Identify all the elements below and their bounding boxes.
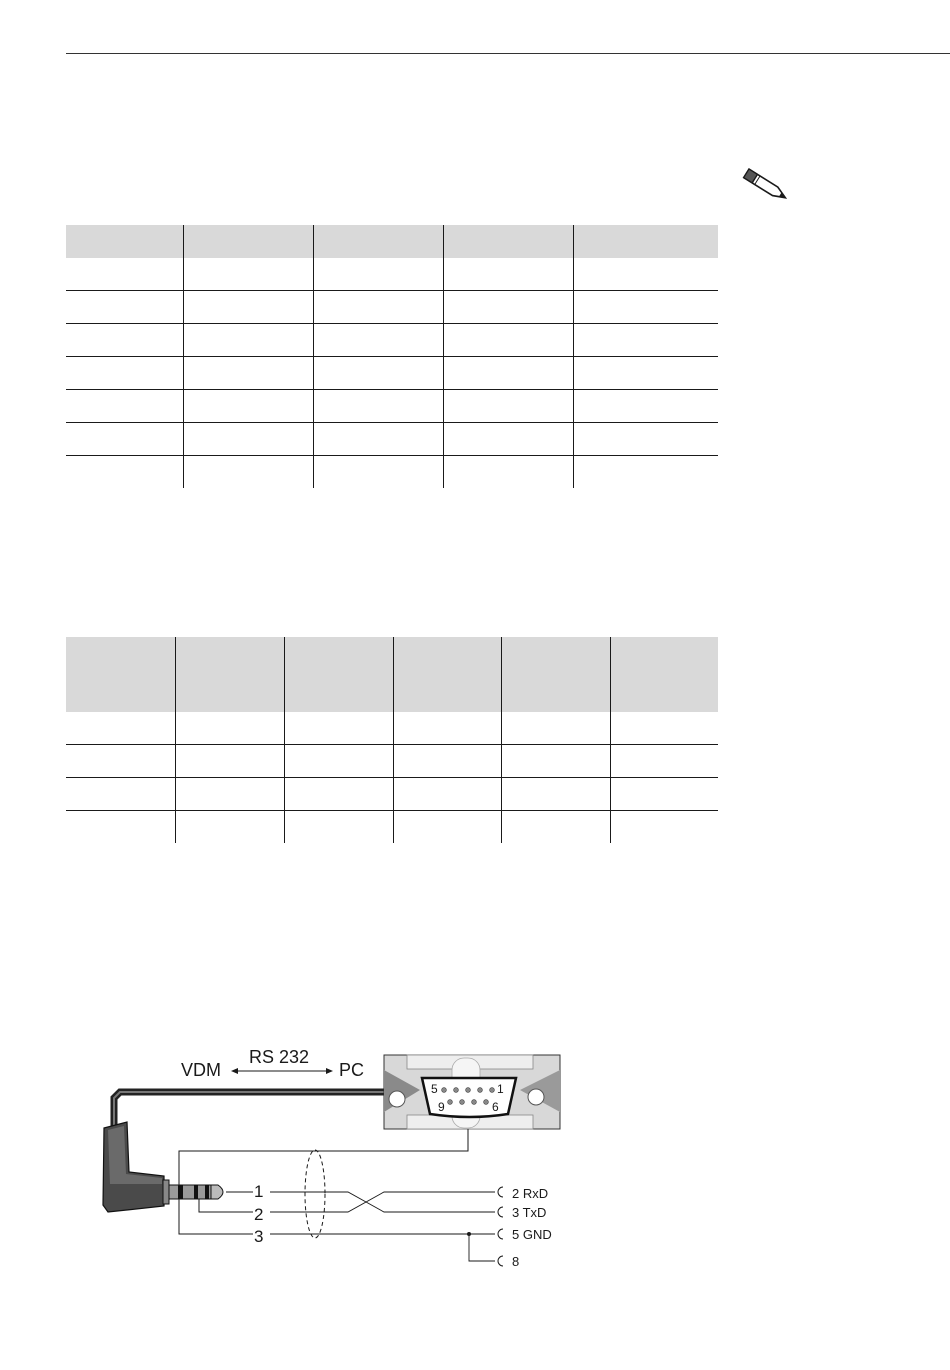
wire-gnd-bridge [469,1234,495,1261]
table-cell [175,811,284,844]
table-cell [183,390,313,423]
table-cell [284,811,393,844]
table-cell [573,390,718,423]
table-cell [66,258,183,291]
table-cell [183,456,313,489]
table-cell [284,712,393,745]
table-cell [573,258,718,291]
table-cell [183,258,313,291]
pencil-icon [737,167,793,203]
table-one-header-row [66,225,718,258]
shield-wire [179,1129,468,1186]
table-one-header-cell [443,225,573,258]
table-cell [284,778,393,811]
table-row [66,291,718,324]
table-cell [183,291,313,324]
table-row [66,423,718,456]
table-cell [610,811,718,844]
table-two-header-row [66,637,718,712]
table-row [66,456,718,489]
table-cell [443,357,573,390]
table-cell [313,390,443,423]
table-cell [443,423,573,456]
table-cell [573,324,718,357]
jack-plug [103,1122,223,1212]
table-row [66,324,718,357]
table-cell [313,456,443,489]
table-cell [610,712,718,745]
table-one-header-cell [573,225,718,258]
table-cell [501,712,610,745]
table-cell [393,778,501,811]
table-cell [313,291,443,324]
table-cell [573,357,718,390]
plug-pin-1: 1 [254,1182,264,1201]
table-one [66,225,718,488]
table-two-header-cell [393,637,501,712]
table-cell [284,745,393,778]
table-row [66,258,718,291]
table-cell [501,745,610,778]
table-row [66,357,718,390]
plug-pin-2: 2 [254,1205,264,1224]
shield-ellipse [305,1150,325,1238]
connector-pin-6: 6 [492,1100,499,1114]
table-two-header-cell [501,637,610,712]
terminal-gnd: 5 GND [512,1227,552,1242]
table-cell [66,778,175,811]
label-pc: PC [339,1060,365,1080]
table-cell [443,324,573,357]
table-cell [443,390,573,423]
table-cell [393,745,501,778]
label-vdm: VDM [181,1060,221,1080]
table-row [66,712,718,745]
label-rs232: RS 232 [249,1047,310,1067]
table-cell [313,324,443,357]
table-cell [443,456,573,489]
table-two-header-cell [66,637,175,712]
table-two [66,637,718,843]
table-row [66,390,718,423]
table-cell [66,423,183,456]
wire-pin-2 [270,1192,495,1212]
table-cell [573,291,718,324]
table-cell [573,423,718,456]
table-cell [393,811,501,844]
db9-connector [384,1055,560,1129]
connector-pin-1: 1 [497,1082,504,1096]
table-row [66,811,718,844]
page-header-rule [66,53,950,54]
table-cell [610,745,718,778]
table-cell [66,324,183,357]
table-cell [573,456,718,489]
table-cell [183,357,313,390]
wire-pin-1 [270,1192,495,1212]
table-cell [66,456,183,489]
table-one-header-cell [313,225,443,258]
table-row [66,778,718,811]
plug-pin-3: 3 [254,1227,264,1246]
table-two-header-cell [284,637,393,712]
table-cell [183,423,313,456]
terminal-txd: 3 TxD [512,1205,547,1220]
connector-pin-5: 5 [431,1082,438,1096]
terminal-8: 8 [512,1254,520,1269]
table-row [66,745,718,778]
table-cell [313,423,443,456]
table-cell [443,258,573,291]
table-cell [66,811,175,844]
table-cell [183,324,313,357]
table-cell [66,357,183,390]
table-cell [66,712,175,745]
terminal-rxd: 2 RxD [512,1186,549,1201]
table-cell [66,390,183,423]
table-cell [313,357,443,390]
cable [114,1092,392,1135]
table-cell [175,745,284,778]
table-cell [443,291,573,324]
table-two-header-cell [610,637,718,712]
table-one-header-cell [66,225,183,258]
bidirectional-arrow-icon [231,1068,333,1074]
table-cell [175,712,284,745]
table-cell [501,811,610,844]
connector-pin-9: 9 [438,1100,445,1114]
table-cell [175,778,284,811]
rs232-wiring-diagram [100,1040,570,1280]
table-cell [66,745,175,778]
table-cell [610,778,718,811]
table-cell [66,291,183,324]
table-one-header-cell [183,225,313,258]
table-cell [313,258,443,291]
table-cell [501,778,610,811]
table-two-header-cell [175,637,284,712]
table-cell [393,712,501,745]
